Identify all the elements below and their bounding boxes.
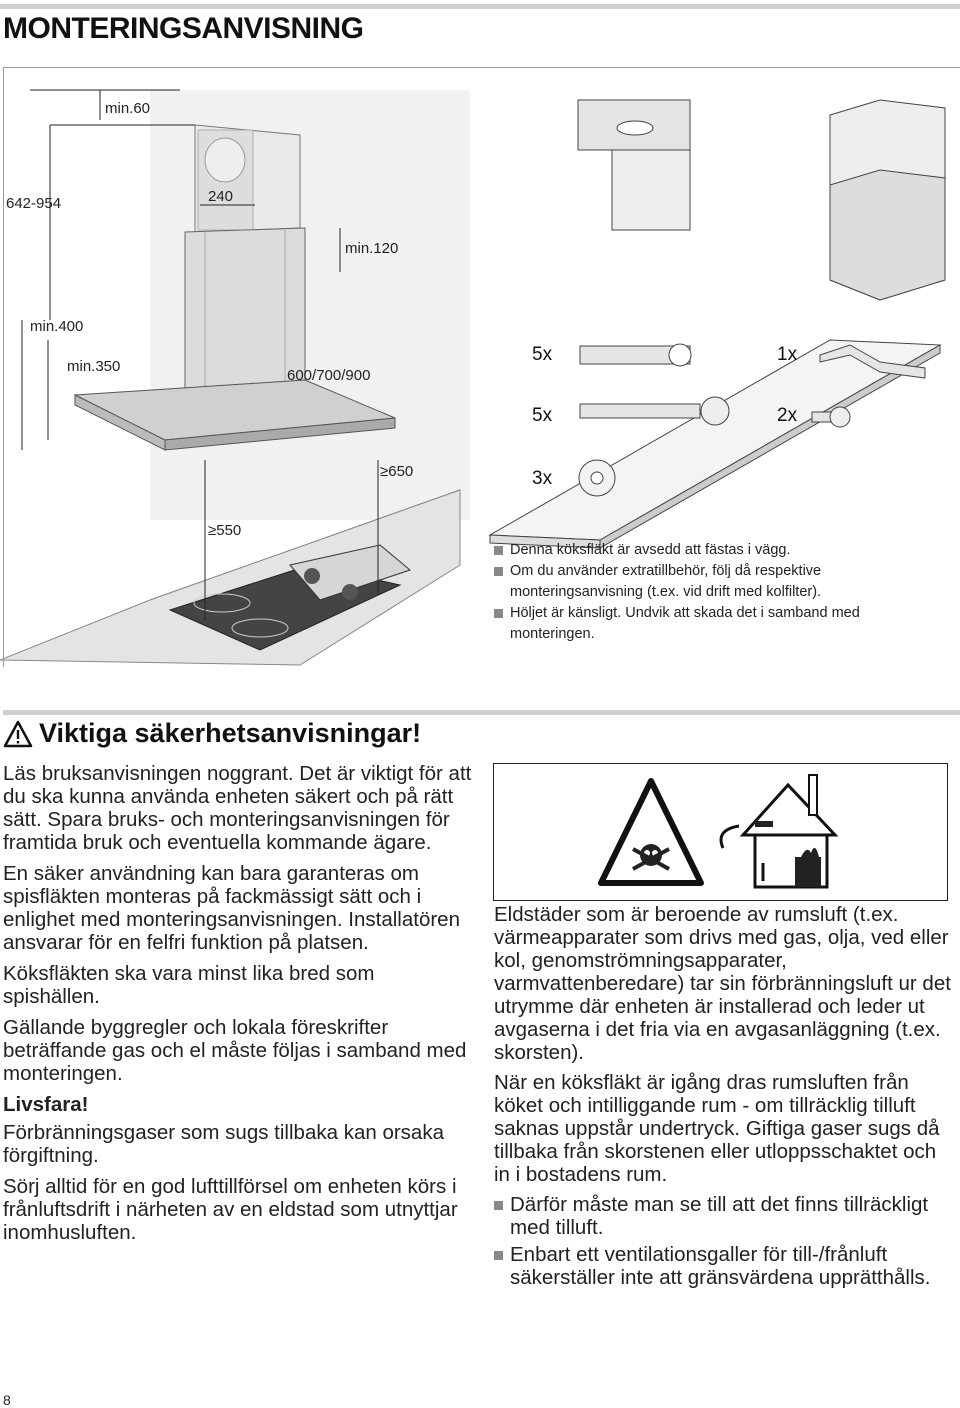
note-item: Denna köksfläkt är avsedd att fästas i vägg. [493, 540, 948, 561]
safety-paragraph: Förbränningsgaser som sugs tillbaka kan orsaka förgiftning. [3, 1121, 444, 1167]
qty-bracket: 1x [777, 344, 798, 365]
safety-paragraph: Gällande byggregler och lokala föreskrifter beträffande gas och el måste följas i samband med monteringen. [3, 1016, 467, 1085]
warning-icon [3, 720, 33, 748]
dim-240: 240 [208, 188, 234, 205]
dim-min120: min.120 [345, 240, 399, 257]
safety-paragraph: Köksfläkten ska vara minst lika bred som spishällen. [3, 962, 375, 1008]
dim-width: 600/700/900 [287, 367, 371, 384]
safety-left-column [3, 762, 473, 1252]
safety-paragraph: Sörj alltid för en god lufttillförsel om enheten körs i frånluftsdrift i närheten av en eldstad som utnyttjar inomhusluften. [3, 1175, 458, 1244]
safety-paragraph: Läs bruksanvisningen noggrant. Det är viktigt för att du ska kunna använda enheten säkert och på rätt sätt. Spara bruks- och monteringsanvisningen för framtida bruk och eventuella kommande ägare. [3, 762, 472, 854]
page-number: 8 [3, 1392, 11, 1408]
page-title: MONTERINGSANVISNING [3, 12, 364, 45]
dim-min350: min.350 [67, 358, 121, 375]
safety-heading-text: Viktiga säkerhetsanvisningar! [39, 718, 422, 748]
installation-notes [493, 540, 948, 645]
qty-anchors: 5x [532, 344, 553, 365]
safety-paragraph: En säker användning kan bara garanteras om spisfläkten monteras på fackmässigt sätt och i enlighet med monteringsanvisningen. Installatören ansvarar för en felfri funktion på platsen. [3, 862, 460, 954]
note-item: Höljet är känsligt. Undvik att skada det i samband med monteringen. [493, 603, 948, 645]
poison-gas-warning-pictogram [493, 763, 948, 901]
danger-label: Livsfara! [3, 1093, 89, 1116]
dim-gte650: ≥650 [380, 463, 414, 480]
dim-min400: min.400 [30, 318, 84, 335]
dim-642-954: 642-954 [6, 195, 62, 212]
dim-gte550: ≥550 [208, 522, 242, 539]
qty-screws: 5x [532, 405, 553, 426]
safety-right-column [494, 903, 956, 1293]
dim-min60: min.60 [105, 100, 151, 117]
qty-small-screws: 2x [777, 405, 798, 426]
qty-washers: 3x [532, 468, 553, 489]
note-item: Om du använder extratillbehör, följ då respektive monteringsanvisning (t.ex. vid drift med kolfilter). [493, 561, 948, 603]
safety-heading [3, 718, 421, 749]
section-rule [3, 710, 960, 715]
safety-paragraph: När en köksfläkt är igång dras rumsluften från köket och intilliggande rum - om tillräcklig tilluft saknas uppstår undertryck. Giftiga gaser sugs då tillbaka från skorstenen eller utloppsschaktet och in i bostadens rum. [494, 1071, 940, 1186]
safety-bullets [494, 1193, 956, 1289]
safety-paragraph: Eldstäder som är beroende av rumsluft (t.ex. värmeapparater som drivs med gas, olja, ved eller kol, genomströmningsapparater, varmvattenberedare) tar sin förbränningsluft ur det utrymme där enheten är installerad och leder ut avgaserna i det fria via en avgasanläggning (t.ex. skorsten). [494, 903, 951, 1064]
safety-bullet: Därför måste man se till att det finns tillräckligt med tilluft. [494, 1193, 956, 1239]
safety-bullet: Enbart ett ventilationsgaller för till-/frånluft säkerställer inte att gränsvärdena upprätthålls. [494, 1243, 956, 1289]
